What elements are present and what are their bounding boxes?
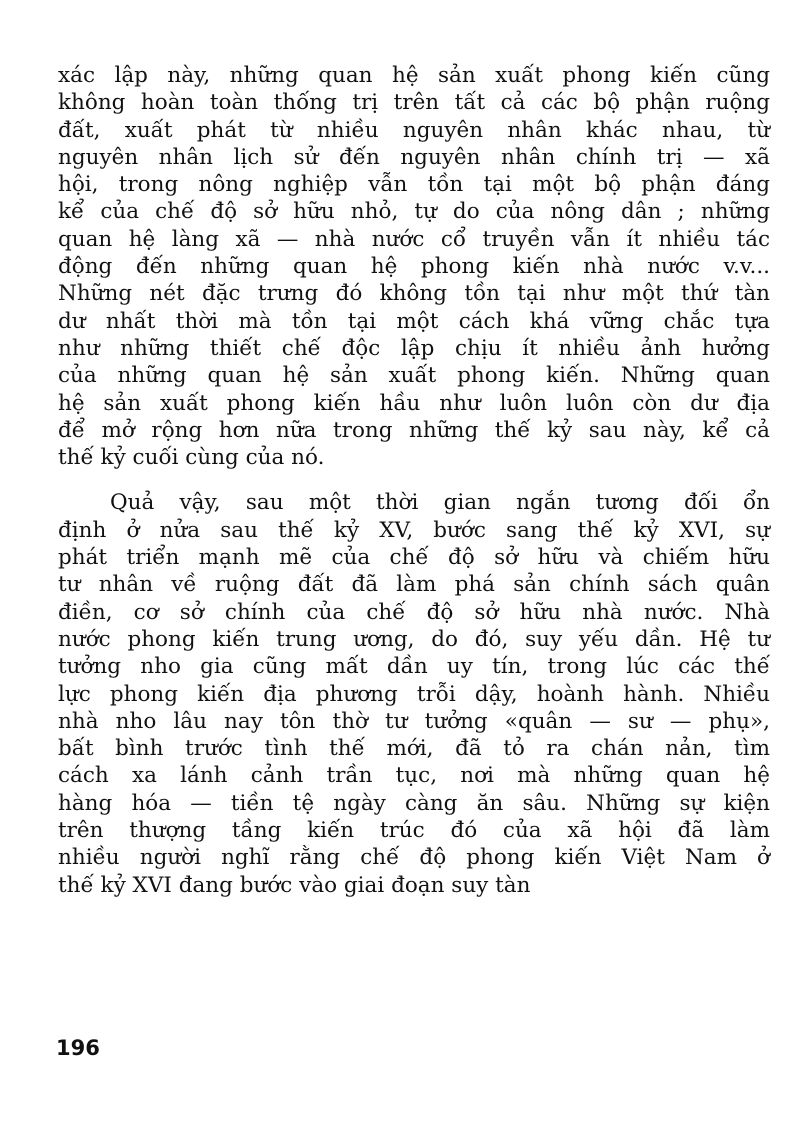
text-line: đất, xuất phát từ nhiều nguyên nhân khác nhau, từ <box>58 117 770 143</box>
text-line: Quả vậy, sau một thời gian ngắn tương đối ổn <box>110 490 770 516</box>
paragraph-gap <box>58 471 770 489</box>
text-line: hệ sản xuất phong kiến hầu như luôn luôn còn dư địa <box>58 390 770 416</box>
text-line: thế kỷ XVI đang bước vào giai đoạn suy tàn <box>58 872 531 898</box>
text-line: điền, cơ sở chính của chế độ sở hữu nhà nước. Nhà <box>58 599 770 625</box>
paragraph-2 <box>58 489 770 898</box>
text-line: động đến những quan hệ phong kiến nhà nước v.v... <box>58 254 770 280</box>
text-line: tưởng nho gia cũng mất dần uy tín, trong lúc các thế <box>58 654 770 680</box>
text-line: cách xa lánh cảnh trần tục, nơi mà những quan hệ <box>58 763 770 789</box>
text-line: nhà nho lâu nay tôn thờ tư tưởng «quân — sư — phụ», <box>58 708 770 734</box>
text-line: nhiều người nghĩ rằng chế độ phong kiến Việt Nam ở <box>58 845 770 871</box>
text-line: để mở rộng hơn nữa trong những thế kỷ sau này, kể cả <box>58 417 770 443</box>
text-line: phát triển mạnh mẽ của chế độ sở hữu và chiếm hữu <box>58 545 770 571</box>
text-line: nước phong kiến trung ương, do đó, suy yếu dần. Hệ tư <box>58 626 770 652</box>
text-line: của những quan hệ sản xuất phong kiến. Những quan <box>58 363 770 389</box>
text-line: hội, trong nông nghiệp vẫn tồn tại một bộ phận đáng <box>58 172 770 198</box>
text-line: xác lập này, những quan hệ sản xuất phong kiến cũng <box>58 63 770 88</box>
text-line: không hoàn toàn thống trị trên tất cả các bộ phận ruộng <box>58 90 770 116</box>
text-line: thế kỷ cuối cùng của nó. <box>58 445 325 471</box>
text-line: trên thượng tầng kiến trúc đó của xã hội đã làm <box>58 818 770 844</box>
text-line: bất bình trước tình thế mới, đã tỏ ra chán nản, tìm <box>58 736 770 762</box>
page-body <box>58 62 770 899</box>
text-line: quan hệ làng xã — nhà nước cổ truyền vẫn ít nhiều tác <box>58 226 770 252</box>
text-line: kể của chế độ sở hữu nhỏ, tự do của nông dân ; những <box>58 199 770 225</box>
text-line: tư nhân về ruộng đất đã làm phá sản chính sách quân <box>58 572 770 598</box>
page-number: 196 <box>56 1036 100 1060</box>
text-line: dư nhất thời mà tồn tại một cách khá vững chắc tựa <box>58 308 770 334</box>
text-line: lực phong kiến địa phương trỗi dậy, hoành hành. Nhiều <box>58 681 770 707</box>
text-line: hàng hóa — tiền tệ ngày càng ăn sâu. Những sự kiện <box>58 790 770 816</box>
text-line: như những thiết chế độc lập chịu ít nhiều ảnh hưởng <box>58 335 770 361</box>
paragraph-1 <box>58 62 770 471</box>
text-line: định ở nửa sau thế kỷ XV, bước sang thế kỷ XVI, sự <box>58 517 770 543</box>
text-line: Những nét đặc trưng đó không tồn tại như một thứ tàn <box>58 281 770 307</box>
text-line: nguyên nhân lịch sử đến nguyên nhân chính trị — xã <box>58 144 770 170</box>
